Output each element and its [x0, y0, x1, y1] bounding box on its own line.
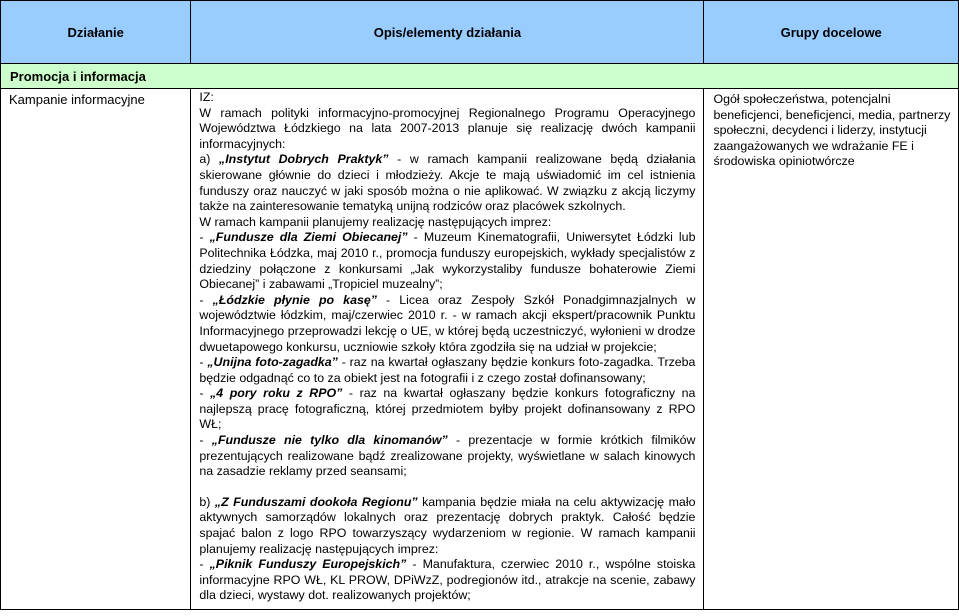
event-item [199, 230, 695, 292]
campaign-a-prefix: a) [199, 152, 220, 167]
event-text: - Licea oraz Zespoły Szkół Ponadgimnazjalnych w województwie łódzkim, maj/czerwiec 2010 r. - w ramach akcji ekspert/pracownik Punktu Informacyjnego przeprowadzi lekcję o UE, w której będą uczestniczyć, wyłonieni w drodze dwuetapowego konkursu, uczniowie szkoły która zgodziła się na udział w projekcie; [199, 292, 696, 354]
event-title: „Unijna foto-zagadka” [207, 355, 338, 370]
campaign-b-prefix: b) [199, 494, 215, 509]
event-item [199, 557, 695, 604]
event-item [199, 386, 695, 433]
campaign-a-events-intro: W ramach kampanii planujemy realizację następujących imprez: [199, 214, 552, 229]
intro-paragraph: W ramach polityki informacyjno-promocyjnej Regionalnego Programu Operacyjnego Województwa Łódzkiego na lata 2007-2013 planuje się realizację dwóch kampanii informacyjnych: [199, 105, 696, 151]
event-text: - Muzeum Kinematografii, Uniwersytet Łódzki lub Politechnika Łódzka, maj 2010 r., promocja funduszy europejskich, wykłady specjalistów z dziedziny połączone z konkursami „Jak wykorzystaliby fundusze bohaterowie Ziemi Obiecanej” i zabawami „Tropiciel muzealny”; [199, 230, 696, 292]
event-prefix: - [199, 557, 210, 572]
iz-label: IZ: [199, 90, 214, 104]
event-text: - raz na kwartał ogłaszany będzie konkurs foto-zagadka. Trzeba będzie odgadnąć co to za obiekt jest na fotografii i z czego został dofinansowany; [199, 355, 696, 385]
event-prefix: - [199, 433, 212, 448]
action-label: Kampanie informacyjne [9, 92, 145, 107]
description-cell [191, 89, 704, 610]
header-action: Działanie [1, 1, 191, 64]
event-prefix: - [199, 230, 210, 245]
header-description: Opis/elementy działania [191, 1, 704, 64]
event-title: „Łódzkie płynie po kasę” [212, 292, 377, 307]
event-item [199, 433, 695, 480]
campaign-b-text: kampania będzie miała na celu aktywizację mało aktywnych samorządów lokalnych oraz prezentację dobrych praktyk. Całość będzie spajać balon z logo RPO towarzyszący wydarzeniom w regionie. W ramach kampanii planujemy realizację następujących imprez: [199, 494, 696, 556]
table-row [1, 89, 959, 610]
section-row [1, 64, 959, 89]
event-title: „Fundusze dla Ziemi Obiecanej” [209, 230, 408, 245]
event-item [199, 293, 695, 355]
paragraph-gap [199, 480, 695, 495]
target-groups-text: Ogół społeczeństwa, potencjalni beneficjenci, beneficjenci, media, partnerzy społeczni, decydenci i liderzy, instytucji zaangażowanych we wdrażanie FE i środowiska opiniotwórcze [713, 92, 951, 169]
event-text: - prezentacje w formie krótkich filmików prezentujących realizowane bądź zrealizowane projekty, wyświetlane w salach kinowych na zasadzie reklamy przed seansami; [199, 433, 696, 479]
campaign-a-text: - w ramach kampanii realizowane będą działania skierowane głównie do dzieci i młodzieży. Akcje te mają uświadomić im cel istnienia funduszy oraz nauczyć w jaki sposób można o nie aplikować. W związku z akcją liczymy także na zainteresowanie tematyką unijną rodziców oraz placówek szkolnych. [199, 152, 696, 214]
campaign-b-title: „Z Funduszami dookoła Regionu” [214, 494, 418, 509]
section-title: Promocja i informacja [1, 64, 959, 89]
event-title: „Fundusze nie tylko dla kinomanów” [211, 433, 448, 448]
event-prefix: - [199, 355, 208, 370]
event-prefix: - [199, 386, 211, 401]
campaign-b [199, 495, 695, 557]
header-target-groups: Grupy docelowe [704, 1, 959, 64]
target-groups-cell [704, 89, 959, 610]
event-title: „4 pory roku z RPO” [210, 386, 343, 401]
campaign-a-title: „Instytut Dobrych Praktyk” [219, 152, 389, 167]
action-cell [1, 89, 191, 610]
description-text [191, 89, 703, 604]
event-text: - Manufaktura, czerwiec 2010 r., wspólne stoiska informacyjne RPO WŁ, KL PROW, DPiWzZ, podregionów itd., atrakcje na scenie, zabawy dla dzieci, wystawy dot. realizowanych projektów; [199, 557, 696, 603]
event-prefix: - [199, 292, 213, 307]
campaign-a [199, 152, 695, 214]
event-item [199, 355, 695, 386]
table-header-row [1, 1, 959, 64]
event-text: - raz na kwartał ogłaszany będzie konkurs fotograficzny na najlepszą pracę fotograficzną, której przedmiotem byłby projekt dofinansowany z RPO WŁ; [199, 386, 696, 432]
event-title: „Piknik Funduszy Europejskich” [209, 557, 407, 572]
